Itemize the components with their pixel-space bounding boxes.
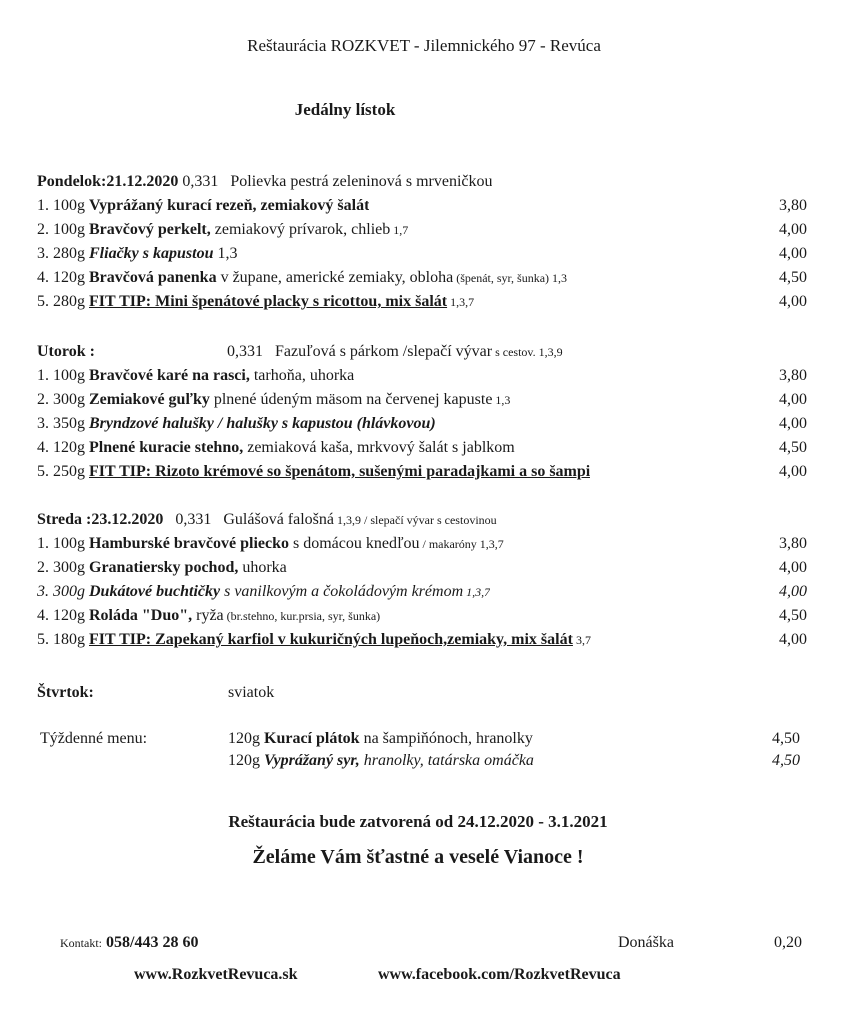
item-price: 4,00 xyxy=(779,391,807,408)
menu-item: 5. 280g FIT TIP: Mini špenátové placky s ricottou, mix šalát 1,3,7 4,00 xyxy=(37,293,807,310)
contact-label: Kontakt: xyxy=(60,936,102,950)
weekly-price: 4,50 xyxy=(772,752,800,769)
soup-name: Fazuľová s párkom /slepačí vývar xyxy=(275,343,493,360)
item-price: 4,00 xyxy=(779,463,807,480)
item-price: 4,00 xyxy=(779,245,807,262)
item-price: 3,80 xyxy=(779,197,807,214)
day-heading-tuesday xyxy=(37,342,807,366)
soup-name: Polievka pestrá zeleninová s mrveničkou xyxy=(230,173,493,190)
item-price: 4,50 xyxy=(779,439,807,456)
item-price: 3,80 xyxy=(779,535,807,552)
item-price: 4,00 xyxy=(779,631,807,648)
item-price: 4,00 xyxy=(779,221,807,238)
contact xyxy=(60,934,198,952)
menu-item: 4. 120g Bravčová panenka v župane, americké zemiaky, obloha (špenát, syr, šunka) 1,3 4,50 xyxy=(37,269,807,286)
menu-item: 2. 300g Zemiakové guľky plnené údeným mäsom na červenej kapuste 1,3 4,00 xyxy=(37,391,807,408)
soup-volume: 0,331 xyxy=(175,511,212,528)
menu-title: Jedálny lístok xyxy=(294,100,396,119)
closure-notice: Reštaurácia bude zatvorená od 24.12.2020 - 3.1.2021 xyxy=(228,812,608,831)
delivery-price: 0,20 xyxy=(774,934,802,951)
item-price: 4,00 xyxy=(779,583,807,600)
restaurant-header: Reštaurácia ROZKVET - Jilemnického 97 - Revúca xyxy=(247,36,601,55)
item-price: 4,50 xyxy=(779,607,807,624)
menu-item: 5. 180g FIT TIP: Zapekaný karfiol v kukuričných lupeňoch,zemiaky, mix šalát 3,7 4,00 xyxy=(37,631,807,648)
day-heading-monday xyxy=(37,172,807,196)
menu-item: 4. 120g Roláda "Duo", ryža (br.stehno, kur.prsia, syr, šunka) 4,50 xyxy=(37,607,807,624)
soup-volume: 0,331 xyxy=(227,343,263,360)
soup-name: Gulášová falošná xyxy=(223,511,335,528)
day-label: Pondelok:21.12.2020 xyxy=(37,173,179,190)
menu-item: 1. 100g Hamburské bravčové pliecko s domácou knedľou / makaróny 1,3,7 3,80 xyxy=(37,535,807,552)
menu-item: 4. 120g Plnené kuracie stehno, zemiaková kaša, mrkvový šalát s jablkom 4,50 xyxy=(37,439,807,456)
soup-extra: 1,3,9 / slepačí vývar s cestovinou xyxy=(334,513,497,527)
item-price: 4,00 xyxy=(779,559,807,576)
menu-item: 2. 300g Granatiersky pochod, uhorka 4,00 xyxy=(37,559,807,576)
day-label-thursday: Štvrtok: xyxy=(37,684,94,701)
soup-extra: s cestov. 1,3,9 xyxy=(492,345,563,359)
weekly-menu-label: Týždenné menu: xyxy=(40,730,148,747)
item-price: 4,00 xyxy=(779,415,807,432)
christmas-wishes: Želáme Vám šťastné a veselé Vianoce ! xyxy=(252,846,584,868)
item-price: 4,50 xyxy=(779,269,807,286)
day-heading-wednesday xyxy=(37,510,807,534)
day-label: Utorok : xyxy=(37,343,95,360)
weekly-item: 120g Kurací plátok na šampiňónoch, hranolky xyxy=(228,730,533,747)
menu-item: 3. 350g Bryndzové halušky / halušky s kapustou (hlávkovou) 4,00 xyxy=(37,415,807,432)
phone-number: 058/443 28 60 xyxy=(106,934,199,951)
item-price: 4,00 xyxy=(779,293,807,310)
menu-item: 2. 100g Bravčový perkelt, zemiakový prívarok, chlieb 1,7 4,00 xyxy=(37,221,807,238)
holiday-note: sviatok xyxy=(228,684,275,701)
soup-volume: 0,331 xyxy=(182,173,219,190)
facebook-link[interactable]: www.facebook.com/RozkvetRevuca xyxy=(378,966,621,983)
delivery-label: Donáška xyxy=(618,934,674,951)
website-link[interactable]: www.RozkvetRevuca.sk xyxy=(134,966,298,983)
weekly-item: 120g Vyprážaný syr, hranolky, tatárska omáčka xyxy=(228,752,534,769)
menu-item: 5. 250g FIT TIP: Rizoto krémové so špenátom, sušenými paradajkami a so šampi 4,00 xyxy=(37,463,807,480)
menu-item: 1. 100g Bravčové karé na rasci, tarhoňa, uhorka 3,80 xyxy=(37,367,807,384)
day-label: Streda :23.12.2020 xyxy=(37,511,164,528)
item-price: 3,80 xyxy=(779,367,807,384)
menu-item: 3. 280g Fliačky s kapustou 1,3 4,00 xyxy=(37,245,807,262)
menu-item: 1. 100g Vyprážaný kurací rezeň, zemiakový šalát 3,80 xyxy=(37,197,807,214)
menu-item: 3. 300g Dukátové buchtičky s vanilkovým a čokoládovým krémom 1,3,7 4,00 xyxy=(37,583,807,600)
weekly-price: 4,50 xyxy=(772,730,800,747)
